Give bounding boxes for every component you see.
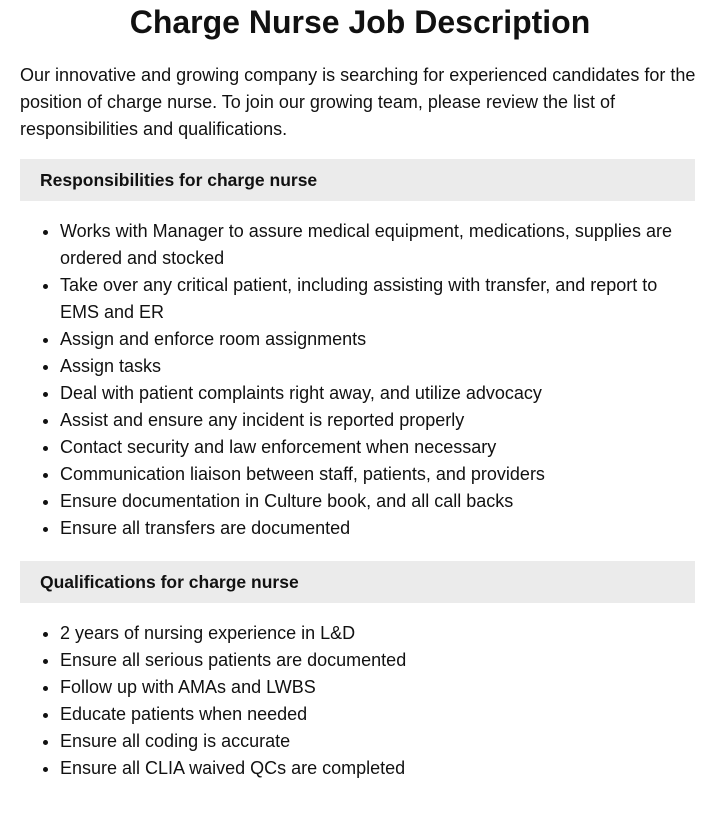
list-item: • Ensure documentation in Culture book, and all call backs xyxy=(60,488,695,515)
list-item: • Assign and enforce room assignments xyxy=(60,326,695,353)
list-item: • Deal with patient complaints right away, and utilize advocacy xyxy=(60,380,695,407)
page-title: Charge Nurse Job Description xyxy=(129,4,591,40)
list-item: • Works with Manager to assure medical equipment, medications, supplies are ordered and stocked xyxy=(60,218,695,272)
list-item: • Communication liaison between staff, patients, and providers xyxy=(60,461,695,488)
responsibilities-list xyxy=(20,218,695,542)
list-item: • Assign tasks xyxy=(60,353,695,380)
responsibilities-heading: Responsibilities for charge nurse xyxy=(20,159,695,201)
list-item: • Follow up with AMAs and LWBS xyxy=(60,674,695,701)
list-item: • Contact security and law enforcement when necessary xyxy=(60,434,695,461)
list-item: • 2 years of nursing experience in L&D xyxy=(60,620,695,647)
list-item: • Ensure all transfers are documented xyxy=(60,515,695,542)
list-item: • Ensure all CLIA waived QCs are completed xyxy=(60,755,695,782)
list-item: • Ensure all coding is accurate xyxy=(60,728,695,755)
intro-text: Our innovative and growing company is searching for experienced candidates for the position of charge nurse. To join our growing team, please review the list of responsibilities and qualifications. xyxy=(20,65,696,139)
list-item: • Assist and ensure any incident is reported properly xyxy=(60,407,695,434)
list-item: • Take over any critical patient, including assisting with transfer, and report to EMS and ER xyxy=(60,272,695,326)
list-item: • Educate patients when needed xyxy=(60,701,695,728)
qualifications-heading: Qualifications for charge nurse xyxy=(20,561,695,603)
list-item: • Ensure all serious patients are documented xyxy=(60,647,695,674)
qualifications-list xyxy=(20,620,695,782)
